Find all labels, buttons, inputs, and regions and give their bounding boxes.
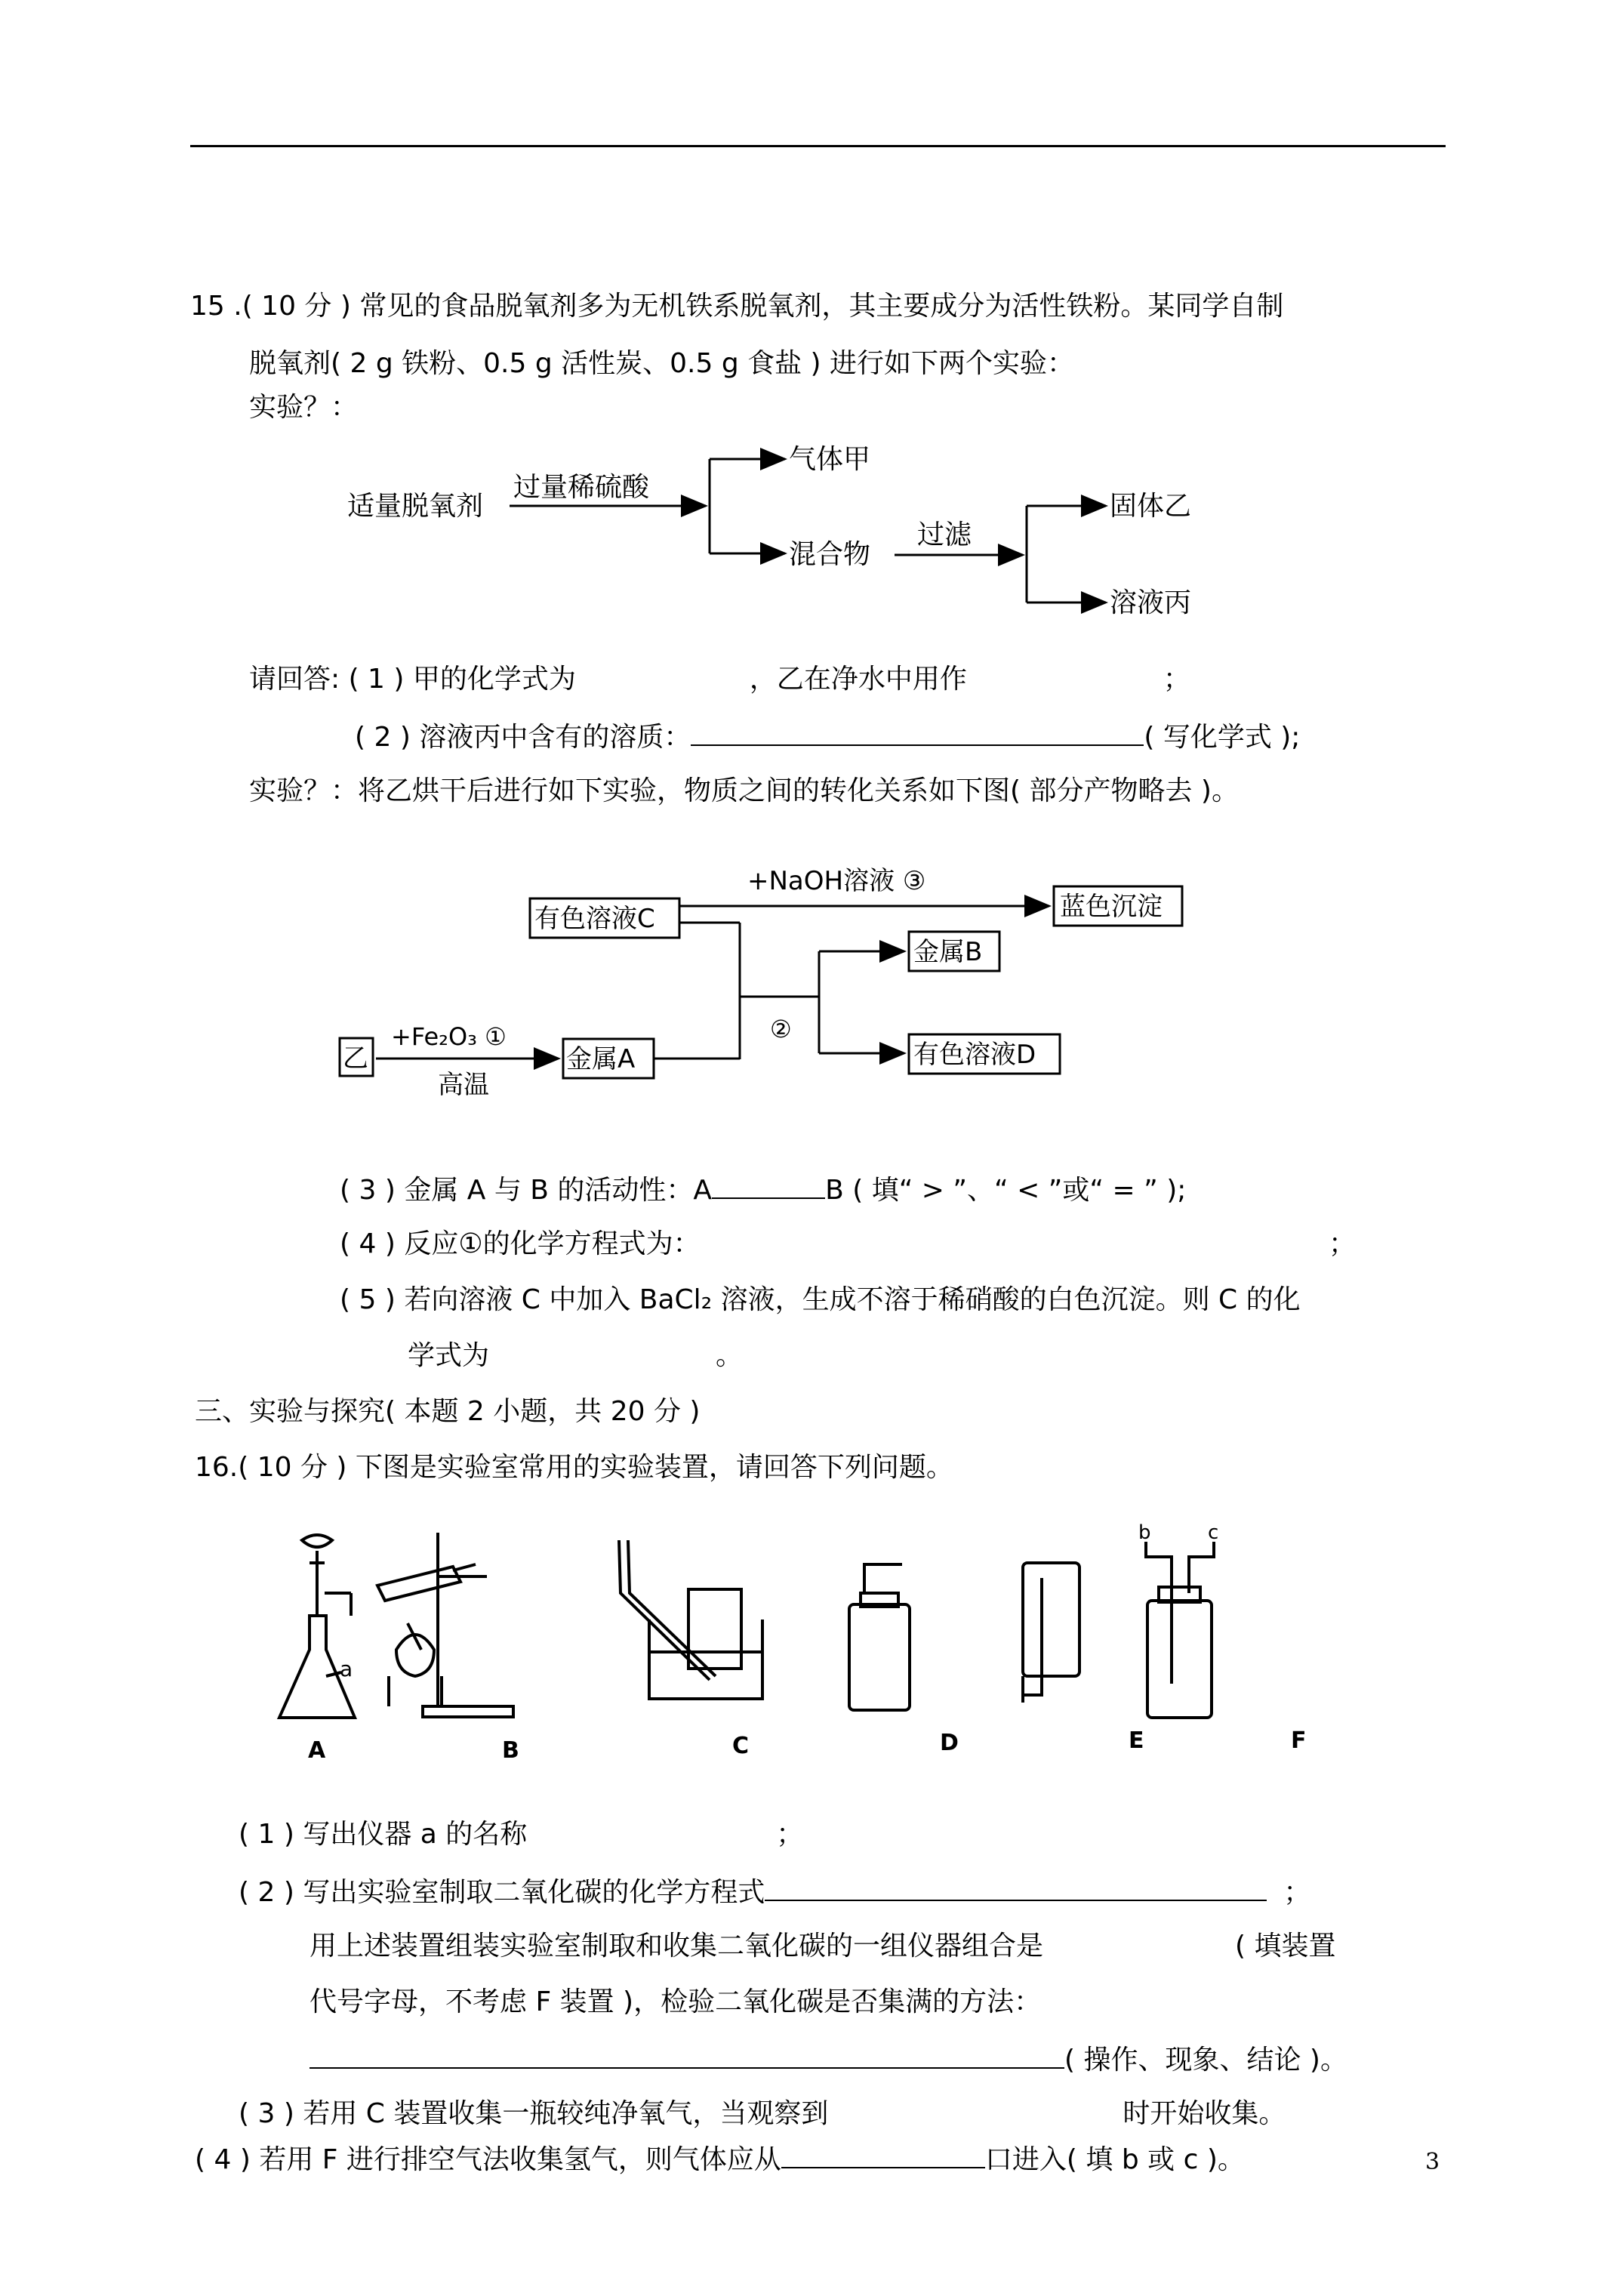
q16-sub4-a: ( 4 ) 若用 F 进行排空气法收集氢气，则气体应从 — [195, 2144, 781, 2175]
q15-sub5-end: 。 — [716, 1340, 744, 1371]
flow1-reagent: 过量稀硫酸 — [513, 472, 650, 503]
q16-sub4-b: 口进入( 填 b 或 c )。 — [984, 2144, 1245, 2175]
page-number: 3 — [1425, 2149, 1440, 2175]
q16-sub2-line3: 代号字母，不考虑 F 装置 )，检验二氧化碳是否集满的方法： — [310, 1986, 1042, 2017]
flow2-yi: 乙 — [343, 1043, 368, 1074]
flow1-start: 适量脱氧剂 — [347, 491, 484, 522]
flow2-circle2: ② — [770, 1015, 792, 1043]
q15-sub5-b-text: 学式为 — [408, 1340, 490, 1371]
apparatus-A: A — [308, 1737, 326, 1764]
flow2-reagent3: +NaOH溶液 ③ — [747, 866, 926, 896]
q15-sub3 — [340, 1172, 1186, 1207]
q15-sub5-b — [408, 1339, 743, 1373]
q16-sub1-a: ( 1 ) 写出仪器 a 的名称 — [239, 1819, 528, 1850]
apparatus-label-b: b — [1138, 1521, 1151, 1544]
q16-sub2-line4 — [310, 2042, 1347, 2077]
apparatus-D: D — [940, 1730, 959, 1756]
q16-sub3-b: 时开始收集。 — [1123, 2098, 1286, 2129]
flow2-colored-d: 有色溶液D — [913, 1040, 1036, 1070]
q15-sub3-b: B ( 填“ > ”、“ < ”或“ = ” ); — [825, 1175, 1187, 1206]
q15-sub1-a: 请回答: ( 1 ) 甲的化学式为 — [249, 664, 576, 695]
q15-exp2-line: 实验？：将乙烘干后进行如下实验，物质之间的转化关系如下图( 部分产物略去 )。 — [249, 775, 1239, 806]
q16-sub1-end: ； — [776, 1819, 804, 1850]
q16-sub2-line4-blank[interactable] — [310, 2042, 1064, 2069]
q16-sub4-blank[interactable] — [781, 2141, 985, 2168]
q15-sub4: ( 4 ) 反应①的化学方程式为： — [340, 1228, 701, 1259]
apparatus-B: B — [502, 1737, 519, 1764]
q16-sub2-line2-end: ( 填装置 — [1235, 1931, 1336, 1962]
q15-sub2-b: ( 写化学式 ); — [1144, 722, 1301, 753]
q16-sub4 — [195, 2141, 1245, 2177]
q16-sub2-line2: 用上述装置组装实验室制取和收集二氧化碳的一组仪器组合是 — [310, 1931, 1044, 1962]
q16-sub2-end: ； — [1283, 1877, 1311, 1908]
flow2-metal-a: 金属A — [566, 1044, 636, 1074]
flow2-cond1: 高温 — [438, 1070, 489, 1100]
flow1-solution: 溶液丙 — [1110, 587, 1192, 618]
q16-sub2-a: ( 2 ) 写出实验室制取二氧化碳的化学方程式 — [239, 1877, 765, 1908]
q16-sub3 — [239, 2097, 1286, 2131]
flow2-blue: 蓝色沉淀 — [1060, 892, 1163, 922]
q15-sub3-blank[interactable] — [712, 1172, 825, 1199]
flow-diagram-2 — [332, 853, 1238, 1117]
apparatus-label-c: c — [1208, 1521, 1219, 1544]
q15-exp1-label: 实验？： — [249, 392, 359, 423]
flow1-mixture: 混合物 — [789, 539, 871, 570]
q15-sub2-blank[interactable] — [691, 719, 1144, 746]
q16-sub1 — [239, 1818, 803, 1851]
q16-title: 16.( 10 分 ) 下图是实验室常用的实验装置，请回答下列问题。 — [195, 1452, 953, 1483]
flow1-gas: 气体甲 — [789, 444, 871, 475]
q16-sub2 — [239, 1874, 1310, 1909]
flow1-solid: 固体乙 — [1110, 491, 1192, 522]
flow2-colored-c: 有色溶液C — [534, 904, 655, 934]
q15-sub4-end: ； — [1329, 1228, 1357, 1259]
lab-apparatus-figure — [257, 1518, 1374, 1767]
flow-diagram-1 — [332, 430, 1238, 627]
q15-sub1-c: ； — [1163, 664, 1190, 695]
header-rule — [190, 145, 1446, 147]
apparatus-C: C — [732, 1733, 750, 1759]
apparatus-label-a: a — [340, 1657, 353, 1681]
q16-sub3-a: ( 3 ) 若用 C 装置收集一瓶较纯净氧气，当观察到 — [239, 2098, 829, 2129]
q15-sub1 — [249, 663, 1190, 696]
q15-line2: 脱氧剂( 2 g 铁粉、0.5 g 活性炭、0.5 g 食盐 ) 进行如下两个实验： — [249, 348, 1075, 379]
apparatus-F: F — [1291, 1727, 1307, 1754]
q16-sub2-line4-end: ( 操作、现象、结论 )。 — [1064, 2045, 1347, 2076]
q16-sub2-blank[interactable] — [765, 1874, 1267, 1901]
flow2-metal-b: 金属B — [913, 937, 983, 967]
flow2-reagent1: +Fe₂O₃ ① — [391, 1022, 507, 1051]
q15-sub2-a: ( 2 ) 溶液丙中含有的溶质： — [355, 722, 691, 753]
q15-sub2 — [355, 719, 1300, 754]
q15-sub5-a: ( 5 ) 若向溶液 C 中加入 BaCl₂ 溶液，生成不溶于稀硝酸的白色沉淀。则 C 的化 — [340, 1284, 1301, 1315]
q15-sub1-b: ，乙在净水中用作 — [749, 664, 967, 695]
q15-line1: 15 .( 10 分 ) 常见的食品脱氧剂多为无机铁系脱氧剂，其主要成分为活性铁粉。某同学自制 — [190, 291, 1284, 322]
apparatus-E: E — [1129, 1727, 1144, 1754]
section3-heading: 三、实验与探究( 本题 2 小题，共 20 分 ) — [195, 1396, 701, 1427]
q15-sub3-a: ( 3 ) 金属 A 与 B 的活动性：A — [340, 1175, 713, 1206]
flow1-op: 过滤 — [917, 519, 972, 550]
